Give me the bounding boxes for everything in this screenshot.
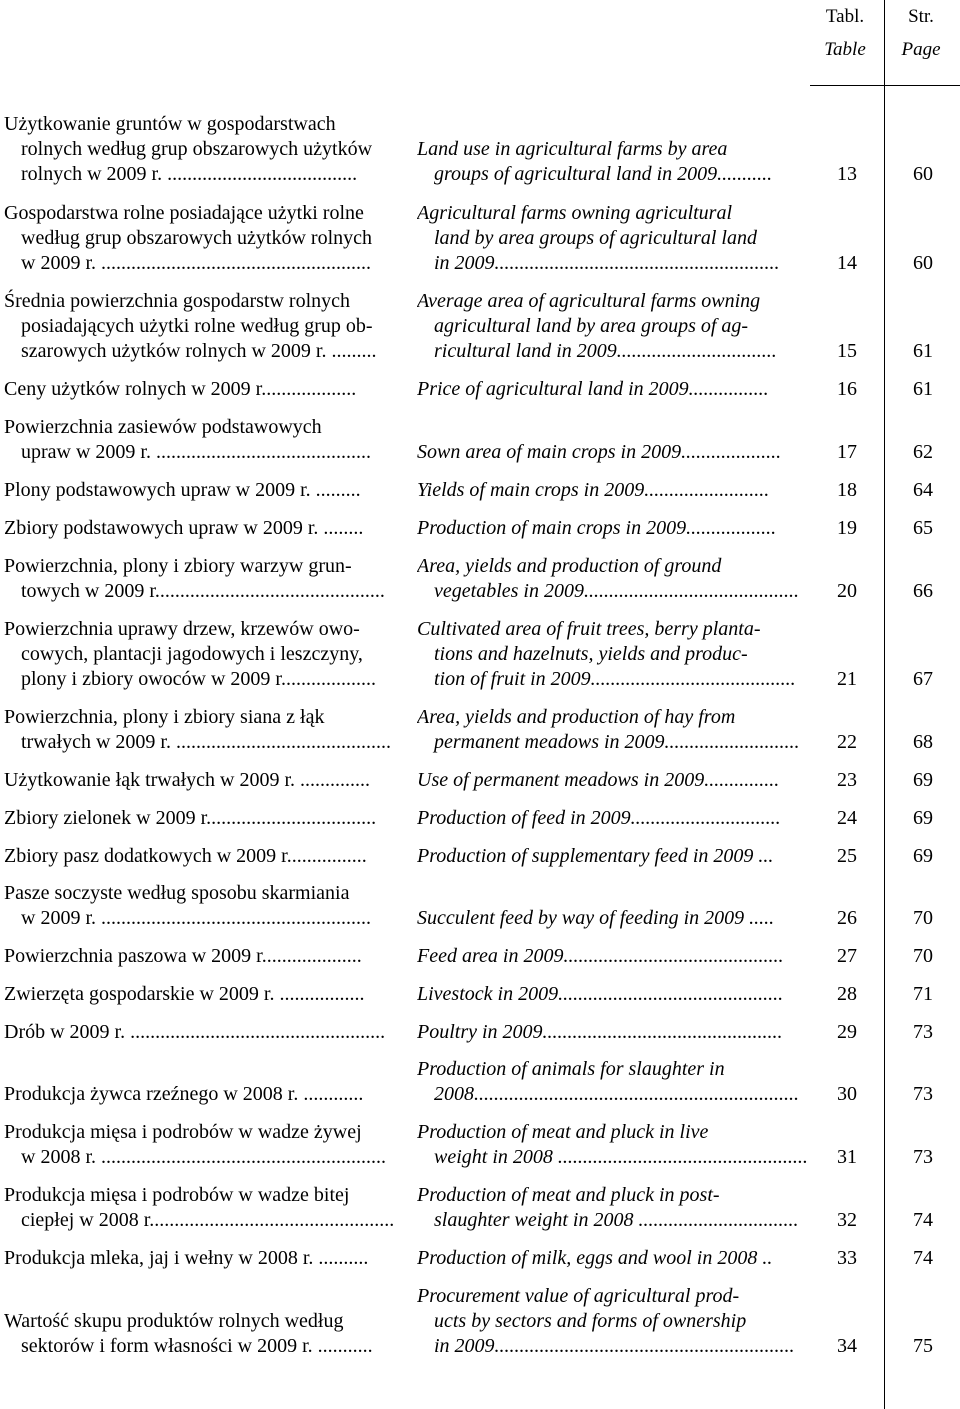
entry-table-number: 30 [837, 1083, 857, 1105]
entry-title-pl-line: towych w 2009 r.............................................. [21, 580, 385, 602]
entry-title-en-line: Production of milk, eggs and wool in 2008 .. [417, 1247, 773, 1269]
entry-title-pl-line: Powierzchnia uprawy drzew, krzewów owo- [4, 618, 360, 640]
entry-title-en-line: Production of meat and pluck in live [417, 1121, 709, 1143]
entry-table-number: 25 [837, 845, 857, 867]
entry-page-number: 67 [913, 668, 933, 690]
header-page-en: Page [901, 39, 941, 60]
entry-title-pl-line: Użytkowanie łąk trwałych w 2009 r. .............. [4, 769, 371, 791]
entry-page-number: 60 [913, 163, 933, 185]
entry-title-en [417, 201, 811, 276]
entry-title-en-line: Production of feed in 2009.............................. [417, 807, 781, 829]
entry-title-en [417, 1246, 811, 1271]
toc-entry[interactable] [0, 705, 960, 755]
header-underline [810, 85, 960, 86]
entry-page-number: 74 [913, 1209, 933, 1231]
entry-table-number: 22 [837, 731, 857, 753]
entry-title-en [417, 1120, 811, 1170]
entry-table-number: 20 [837, 580, 857, 602]
toc-entry[interactable] [0, 415, 960, 465]
entry-table-number: 18 [837, 479, 857, 501]
entry-title-pl-line: w 2009 r. ...................................................... [21, 907, 371, 929]
entry-page-number: 69 [913, 769, 933, 791]
entry-title-pl [4, 1082, 399, 1107]
entry-title-en-line: permanent meadows in 2009........................... [434, 731, 800, 753]
entry-title-en-line: Feed area in 2009............................................ [417, 945, 784, 967]
entry-title-pl-line: rolnych według grup obszarowych użytków [21, 138, 373, 160]
entry-table-number: 13 [837, 163, 857, 185]
entry-title-pl-line: Gospodarstwa rolne posiadające użytki rolne [4, 202, 364, 224]
entry-table-number: 26 [837, 907, 857, 929]
entry-title-en [417, 1183, 811, 1233]
entry-title-en-line: Area, yields and production of hay from [417, 706, 736, 728]
entry-title-en-line: groups of agricultural land in 2009........... [434, 163, 773, 185]
entry-title-en [417, 617, 811, 692]
toc-entry[interactable] [0, 201, 960, 276]
entry-title-pl-line: Pasze soczyste według sposobu skarmiania [4, 882, 350, 904]
toc-entry[interactable] [0, 768, 960, 793]
entry-title-en-line: Poultry in 2009................................................ [417, 1021, 783, 1043]
entry-title-en-line: 2008................................................................. [434, 1083, 799, 1105]
entry-page-number: 66 [913, 580, 933, 602]
entry-table-number: 19 [837, 517, 857, 539]
toc-entry[interactable] [0, 554, 960, 604]
entry-title-en-line: agricultural land by area groups of ag- [434, 315, 749, 337]
entry-title-en-line: weight in 2008 .................................................. [434, 1146, 808, 1168]
entry-title-en [417, 377, 811, 402]
entry-page-number: 64 [913, 479, 933, 501]
entry-title-en-line: Average area of agricultural farms owning [417, 290, 761, 312]
header-page-pl: Str. [908, 6, 934, 27]
entry-title-pl-line: upraw w 2009 r. ........................................... [21, 441, 371, 463]
entry-title-pl-line: Powierzchnia, plony i zbiory siana z łąk [4, 706, 325, 728]
entry-title-en [417, 944, 811, 969]
entry-title-pl [4, 516, 399, 541]
header-table-pl: Tabl. [825, 6, 865, 27]
entry-title-pl-line: Powierzchnia, plony i zbiory warzyw grun- [4, 555, 352, 577]
entry-page-number: 62 [913, 441, 933, 463]
entry-title-en [417, 768, 811, 793]
entry-title-en-line: in 2009............................................................ [434, 1335, 795, 1357]
entry-title-en-line: Succulent feed by way of feeding in 2009 ..... [417, 907, 775, 929]
entry-title-en [417, 1284, 811, 1359]
header-table [810, 0, 880, 66]
entry-title-en-line: ucts by sectors and forms of ownership [434, 1310, 747, 1332]
entry-title-en [417, 440, 811, 465]
toc-entry[interactable] [0, 1284, 960, 1359]
entry-title-pl [4, 1020, 399, 1045]
entry-table-number: 31 [837, 1146, 857, 1168]
entry-title-en-line: Yields of main crops in 2009......................... [417, 479, 770, 501]
entry-title-pl-line: Zbiory zielonek w 2009 r.................................. [4, 807, 377, 829]
entry-title-en [417, 705, 811, 755]
entry-table-number: 32 [837, 1209, 857, 1231]
entry-title-en-line: Procurement value of agricultural prod- [417, 1285, 740, 1307]
entry-title-pl [4, 1309, 399, 1359]
entry-title-pl [4, 705, 399, 755]
entry-title-en-line: Livestock in 2009............................................. [417, 983, 784, 1005]
entry-page-number: 61 [913, 378, 933, 400]
toc-entry[interactable] [0, 516, 960, 541]
entry-title-en-line: Agricultural farms owning agricultural [417, 202, 733, 224]
entry-title-pl-line: plony i zbiory owoców w 2009 r................... [21, 668, 376, 690]
header-table-en: Table [824, 39, 866, 60]
entry-page-number: 70 [913, 907, 933, 929]
entry-title-en-line: slaughter weight in 2008 ................................ [434, 1209, 799, 1231]
entry-page-number: 73 [913, 1146, 933, 1168]
entry-title-en-line: in 2009......................................................... [434, 252, 780, 274]
entry-page-number: 68 [913, 731, 933, 753]
entry-page-number: 69 [913, 845, 933, 867]
toc-entry[interactable] [0, 806, 960, 831]
entry-page-number: 61 [913, 340, 933, 362]
toc-entry[interactable] [0, 377, 960, 402]
toc-entry[interactable] [0, 881, 960, 931]
entry-title-en [417, 554, 811, 604]
toc-entry[interactable] [0, 1020, 960, 1045]
entry-table-number: 17 [837, 441, 857, 463]
entry-title-en-line: Sown area of main crops in 2009.................... [417, 441, 782, 463]
entry-title-en-line: land by area groups of agricultural land [434, 227, 757, 249]
toc-entry[interactable] [0, 944, 960, 969]
entry-table-number: 21 [837, 668, 857, 690]
entry-table-number: 33 [837, 1247, 857, 1269]
entry-title-pl-line: w 2008 r. ......................................................... [21, 1146, 386, 1168]
entry-page-number: 71 [913, 983, 933, 1005]
entry-title-pl [4, 478, 399, 503]
entry-title-pl [4, 806, 399, 831]
toc-entry[interactable] [0, 289, 960, 364]
toc-entry[interactable] [0, 112, 960, 187]
entry-title-pl [4, 554, 399, 604]
entry-title-pl-line: w 2009 r. ...................................................... [21, 252, 371, 274]
entry-title-pl [4, 982, 399, 1007]
entry-title-pl-line: Produkcja mięsa i podrobów w wadze bitej [4, 1184, 350, 1206]
entry-table-number: 28 [837, 983, 857, 1005]
entry-table-number: 15 [837, 340, 857, 362]
entry-page-number: 60 [913, 252, 933, 274]
entry-title-en [417, 1020, 811, 1045]
entry-page-number: 73 [913, 1083, 933, 1105]
entry-title-pl-line: trwałych w 2009 r. ........................................... [21, 731, 391, 753]
entry-title-pl [4, 377, 399, 402]
entry-title-pl-line: Powierzchnia paszowa w 2009 r.................... [4, 945, 362, 967]
entry-title-pl-line: szarowych użytków rolnych w 2009 r. ......... [21, 340, 377, 362]
entry-title-en-line: Production of supplementary feed in 2009 ... [417, 845, 774, 867]
entry-title-pl-line: Plony podstawowych upraw w 2009 r. ......... [4, 479, 361, 501]
entry-title-pl-line: Wartość skupu produktów rolnych według [4, 1310, 344, 1332]
entry-title-pl-line: sektorów i form własności w 2009 r. ........... [21, 1335, 373, 1357]
entry-title-pl-line: Zbiory pasz dodatkowych w 2009 r................ [4, 845, 367, 867]
entry-title-en-line: ricultural land in 2009................................ [434, 340, 777, 362]
entry-title-pl-line: Powierzchnia zasiewów podstawowych [4, 416, 322, 438]
entry-table-number: 16 [837, 378, 857, 400]
entry-title-pl [4, 617, 399, 692]
toc-entry[interactable] [0, 1120, 960, 1170]
entry-title-pl-line: Ceny użytków rolnych w 2009 r................... [4, 378, 357, 400]
entry-title-en-line: tions and hazelnuts, yields and produc- [434, 643, 748, 665]
entry-title-en-line: vegetables in 2009........................................... [434, 580, 799, 602]
entry-title-pl [4, 415, 399, 465]
entry-table-number: 34 [837, 1335, 857, 1357]
entry-title-pl [4, 768, 399, 793]
entry-title-pl [4, 289, 399, 364]
entry-title-pl-line: ciepłej w 2008 r................................................. [21, 1209, 395, 1231]
entry-title-pl-line: Zbiory podstawowych upraw w 2009 r. ........ [4, 517, 364, 539]
toc-entry[interactable] [0, 617, 960, 692]
entry-page-number: 65 [913, 517, 933, 539]
entry-title-en-line: Production of animals for slaughter in [417, 1058, 725, 1080]
entry-page-number: 75 [913, 1335, 933, 1357]
entry-page-number: 73 [913, 1021, 933, 1043]
toc-entry[interactable] [0, 1246, 960, 1271]
entry-title-en-line: Area, yields and production of ground [417, 555, 722, 577]
entry-title-pl [4, 1246, 399, 1271]
toc-entry[interactable] [0, 1183, 960, 1233]
entry-title-en [417, 806, 811, 831]
entry-table-number: 14 [837, 252, 857, 274]
entry-title-pl-line: Drób w 2009 r. ................................................... [4, 1021, 386, 1043]
entry-title-pl [4, 1120, 399, 1170]
entry-title-en-line: Use of permanent meadows in 2009............... [417, 769, 780, 791]
entry-title-en-line: Land use in agricultural farms by area [417, 138, 728, 160]
entry-title-pl-line: według grup obszarowych użytków rolnych [21, 227, 373, 249]
toc-entry[interactable] [0, 1057, 960, 1107]
entry-title-pl-line: Średnia powierzchnia gospodarstw rolnych [4, 290, 351, 312]
entry-title-pl [4, 1183, 399, 1233]
entry-title-pl-line: cowych, plantacji jagodowych i leszczyny, [21, 643, 363, 665]
entry-title-en-line: tion of fruit in 2009......................................... [434, 668, 796, 690]
header-page [886, 0, 956, 66]
entry-page-number: 69 [913, 807, 933, 829]
entry-title-pl [4, 844, 399, 869]
entry-table-number: 24 [837, 807, 857, 829]
entry-title-pl [4, 112, 399, 187]
entry-title-en [417, 478, 811, 503]
entry-title-pl-line: rolnych w 2009 r. ...................................... [21, 163, 358, 185]
entry-page-number: 70 [913, 945, 933, 967]
entry-title-pl [4, 944, 399, 969]
entry-title-en-line: Production of main crops in 2009.................. [417, 517, 777, 539]
entry-title-en [417, 137, 811, 187]
entry-page-number: 74 [913, 1247, 933, 1269]
entry-title-pl-line: Produkcja żywca rzeźnego w 2008 r. ............ [4, 1083, 364, 1105]
entry-table-number: 27 [837, 945, 857, 967]
entry-table-number: 23 [837, 769, 857, 791]
entry-title-en [417, 289, 811, 364]
entry-title-en [417, 1057, 811, 1107]
toc-entry[interactable] [0, 982, 960, 1007]
entry-title-pl-line: posiadających użytki rolne według grup ob- [21, 315, 373, 337]
entry-title-en [417, 906, 811, 931]
entry-title-en [417, 516, 811, 541]
entry-title-pl [4, 881, 399, 931]
entry-title-en [417, 982, 811, 1007]
entry-title-pl-line: Zwierzęta gospodarskie w 2009 r. ................. [4, 983, 365, 1005]
entry-title-en-line: Price of agricultural land in 2009................ [417, 378, 769, 400]
entry-title-pl-line: Produkcja mięsa i podrobów w wadze żywej [4, 1121, 362, 1143]
entry-title-pl-line: Użytkowanie gruntów w gospodarstwach [4, 113, 336, 135]
entry-title-en-line: Production of meat and pluck in post- [417, 1184, 720, 1206]
toc-entry[interactable] [0, 478, 960, 503]
entry-title-pl [4, 201, 399, 276]
entry-title-pl-line: Produkcja mleka, jaj i wełny w 2008 r. .......... [4, 1247, 369, 1269]
entry-title-en-line: Cultivated area of fruit trees, berry planta- [417, 618, 761, 640]
toc-entry[interactable] [0, 844, 960, 869]
entry-title-en [417, 844, 811, 869]
entry-table-number: 29 [837, 1021, 857, 1043]
